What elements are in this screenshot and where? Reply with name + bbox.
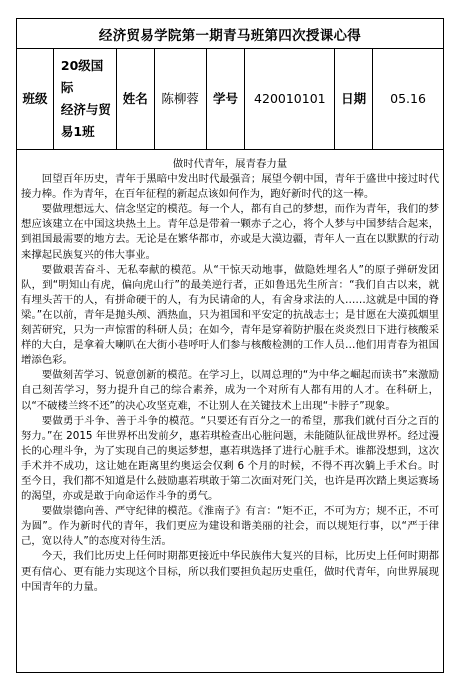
essay-paragraph: 要做崇德向善、严守纪律的模范。《淮南子》有言：“矩不正，不可为方；规不正，不可为圆”。作为新时代的青年，我们更应为建设和谐美丽的社会，而以规矩行事，以“严于律己，宽以待人”的态度对待生活。 bbox=[21, 505, 439, 548]
class-label: 班级 bbox=[17, 49, 54, 149]
id-label: 学号 bbox=[207, 49, 246, 149]
essay-paragraph: 回望百年历史，青年于黑暗中发出时代最强音；展望今朝中国，青年于盛世中接过时代接力棒。作为青年，在百年征程的新起点该如何作为，跑好新时代的这一棒。 bbox=[21, 173, 439, 201]
essay-paragraph: 今天，我们比历史上任何时期都更接近中华民族伟大复兴的目标，比历史上任何时期都更有信心、更有能力实现这个目标，所以我们要担负起历史重任，做时代青年，向世界展现中国青年的力量。 bbox=[21, 550, 439, 593]
class-value-line2: 经济与贸 bbox=[60, 102, 111, 117]
essay-body bbox=[17, 150, 443, 595]
essay-paragraph: 要做理想远大、信念坚定的模范。每一个人，都有自己的梦想，而作为青年，我们的梦想应该建立在中国这块热土上。青年总是带着一颗赤子之心，将个人梦与中国梦结合起来，到祖国最需要的地方去。无论是在繁华都市，亦或是大漠边疆，青年人一直在以默默的行动来撑起民族复兴的伟大事业。 bbox=[21, 203, 439, 261]
class-value-line1: 20级国际 bbox=[60, 58, 104, 95]
form-title: 经济贸易学院第一期青马班第四次授课心得 bbox=[17, 19, 443, 49]
class-value bbox=[54, 49, 117, 149]
report-form bbox=[16, 18, 444, 673]
essay-heading: 做时代青年，展青春力量 bbox=[172, 158, 288, 170]
id-value: 420010101 bbox=[245, 49, 335, 149]
name-label: 姓名 bbox=[117, 49, 155, 149]
name-value: 陈柳蓉 bbox=[155, 49, 207, 149]
date-label: 日期 bbox=[335, 49, 373, 149]
essay-paragraph: 要做刻苦学习、锐意创新的模范。在学习上，以周总理的“为中华之崛起而读书”来激励自己刻苦学习，努力提升自己的综合素养，成为一个对所有人都有用的人才。在科研上，以“不破楼兰终不还”的决心攻坚克难，不让别人在关键技术上出现“卡脖子”现象。 bbox=[21, 369, 439, 412]
essay-paragraph: 要做勇于斗争、善于斗争的模范。“只要还有百分之一的希望，那我们就付百分之百的努力。”在 2015 年世界杯出发前夕，惠若琪检查出心脏问题，未能随队征战世界杯。经过漫长的心理斗争，为了实现自己的奥运梦想，惠若琪选择了进行心脏手术。谁都没想到，这次手术并不成功，这让她在距离里约奥运会仅剩 6 个月的时候，不得不再次躺上手术台。时至今日，我们都不知道是什么鼓励惠若琪敢于第二次面对死门关，也许是再次踏上奥运赛场的渴望，亦或是敢于向命运作斗争的勇气。 bbox=[21, 414, 439, 503]
class-value-line3: 易1班 bbox=[60, 124, 95, 139]
date-value: 05.16 bbox=[390, 91, 426, 106]
info-row bbox=[17, 49, 443, 150]
essay-paragraph: 要做艰苦奋斗、无私奉献的模范。从“干惊天动地事，做隐姓埋名人”的原子弹研发团队，到“明知山有虎，偏向虎山行”的最美逆行者，正如鲁迅先生所言：“我们自古以来，就有埋头苦干的人，有拼命硬干的人，有为民请命的人，有舍身求法的人……这就是中国的脊梁。”在以前，青年是抛头颅、洒热血，只为祖国和平安定的抗战志士；是甘愿在大漠孤烟里刻苦研究，只为一声惊雷的科研人员；在如今，青年是穿着防护服在炎炎烈日下进行核酸采样的大白，是拿着大喇叭在大街小巷呼吁人们参与核酸检测的工作人员…他们用青春为祖国增添色彩。 bbox=[21, 263, 439, 367]
